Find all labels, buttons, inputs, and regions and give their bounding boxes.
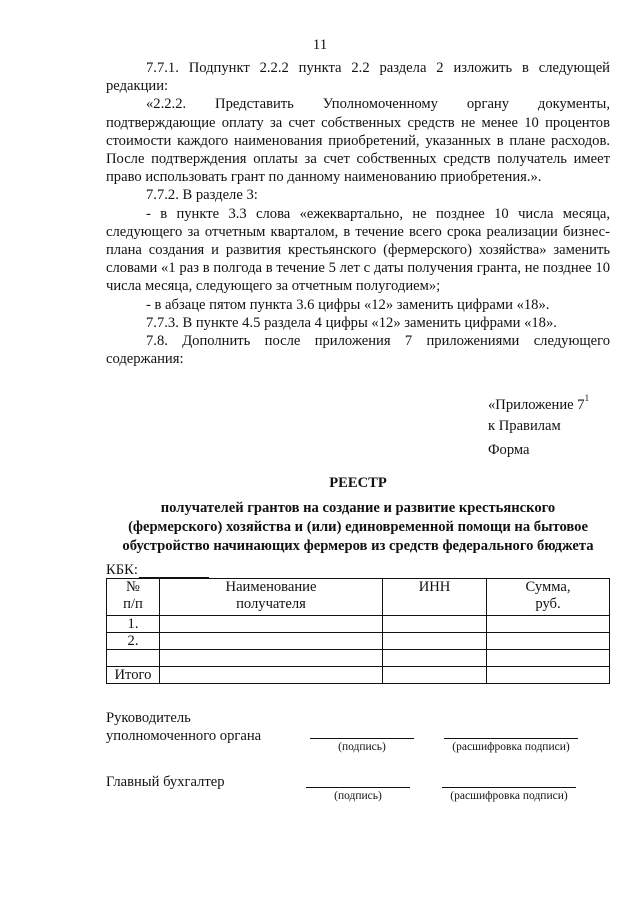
table-cell: [383, 633, 487, 650]
accountant-signature-line: [306, 787, 410, 788]
header-cell: Сумма, руб.: [487, 579, 610, 616]
table-row: [107, 633, 610, 650]
table-row: [107, 616, 610, 633]
header-cell: ИНН: [383, 579, 487, 616]
appendix-title: «Приложение 7: [488, 396, 585, 413]
table-row: [107, 650, 610, 667]
registry-subtitle-line: обустройство начинающих фермеров из средств федерального бюджета: [122, 538, 594, 554]
paragraph: 7.7.3. В пункте 4.5 раздела 4 цифры «12» заменить цифрами «18».: [146, 314, 557, 331]
table-cell: [487, 633, 610, 650]
paragraph: - в пункте 3.3 слова «ежеквартально, не позднее 10 числа месяца, следующего за отчетным кварталом, в течение всего срока реализации бизнес-плана создания и развития крестьянского (фермерского) хозяйства» заменить словами «1 раз в полгода в течение 5 лет с даты получения гранта, не позднее 10 числа месяца, следующего за отчетным полугодием»;: [106, 205, 610, 295]
header-cell: № п/п: [107, 579, 160, 616]
decoding-caption: (расшифровка подписи): [450, 790, 568, 802]
registry-title: [106, 474, 610, 556]
table-cell: [383, 650, 487, 667]
registry-subtitle-line: (фермерского) хозяйства и (или) единовременной помощи на бытовое: [128, 519, 588, 535]
head-signatory-label-2: уполномоченного органа: [106, 728, 262, 744]
signature-caption: (подпись): [338, 741, 386, 753]
paragraph: - в абзаце пятом пункта 3.6 цифры «12» заменить цифрами «18».: [146, 296, 550, 313]
table-cell: [160, 667, 383, 684]
appendix-superscript: 1: [584, 393, 590, 403]
table-cell: [487, 667, 610, 684]
signature-caption: (подпись): [334, 790, 382, 802]
table-cell: [383, 616, 487, 633]
table-cell: [487, 650, 610, 667]
table-cell: [383, 667, 487, 684]
table-cell: Итого: [107, 667, 160, 684]
kbk-label: КБК:: [106, 562, 138, 578]
page-number: 11: [312, 37, 328, 53]
registry-heading: РЕЕСТР: [329, 475, 387, 491]
registry-table: [106, 578, 610, 684]
table-cell: [487, 616, 610, 633]
head-decoding-line: [444, 738, 578, 739]
paragraph: 7.8. Дополнить после приложения 7 приложениями следующего содержания:: [106, 333, 610, 368]
head-signatory-label-1: Руководитель: [106, 710, 191, 726]
table-cell: [160, 616, 383, 633]
table-header-row: [107, 579, 610, 616]
table-cell: [160, 633, 383, 650]
table-total-row: [107, 667, 610, 684]
form-label: Форма: [488, 442, 530, 458]
table-cell: [107, 650, 160, 667]
paragraph: 7.7.2. В разделе 3:: [146, 187, 258, 204]
decoding-caption: (расшифровка подписи): [452, 741, 570, 753]
chief-accountant-label: Главный бухгалтер: [106, 774, 225, 790]
table-cell: [160, 650, 383, 667]
table-cell: 1.: [107, 616, 160, 633]
table-cell: 2.: [107, 633, 160, 650]
head-signature-line: [310, 738, 414, 739]
paragraph: 7.7.1. Подпункт 2.2.2 пункта 2.2 раздела 2 изложить в следующей редакции:: [106, 60, 610, 95]
header-cell: Наименование получателя: [160, 579, 383, 616]
accountant-decoding-line: [442, 787, 576, 788]
paragraph: «2.2.2. Представить Уполномоченному органу документы, подтверждающие оплату за счет собственных средств не менее 10 процентов стоимости каждого наименования приобретений, указанных в плане расходов. После подтверждения оплаты за счет собственных средств получатель имеет право использовать грант по данному наименованию приобретения.».: [106, 96, 610, 186]
registry-subtitle-line: получателей грантов на создание и развитие крестьянского: [160, 500, 556, 516]
appendix-reference: [488, 390, 589, 437]
amendment-text: [106, 59, 610, 368]
appendix-rules: к Правилам: [488, 417, 561, 434]
